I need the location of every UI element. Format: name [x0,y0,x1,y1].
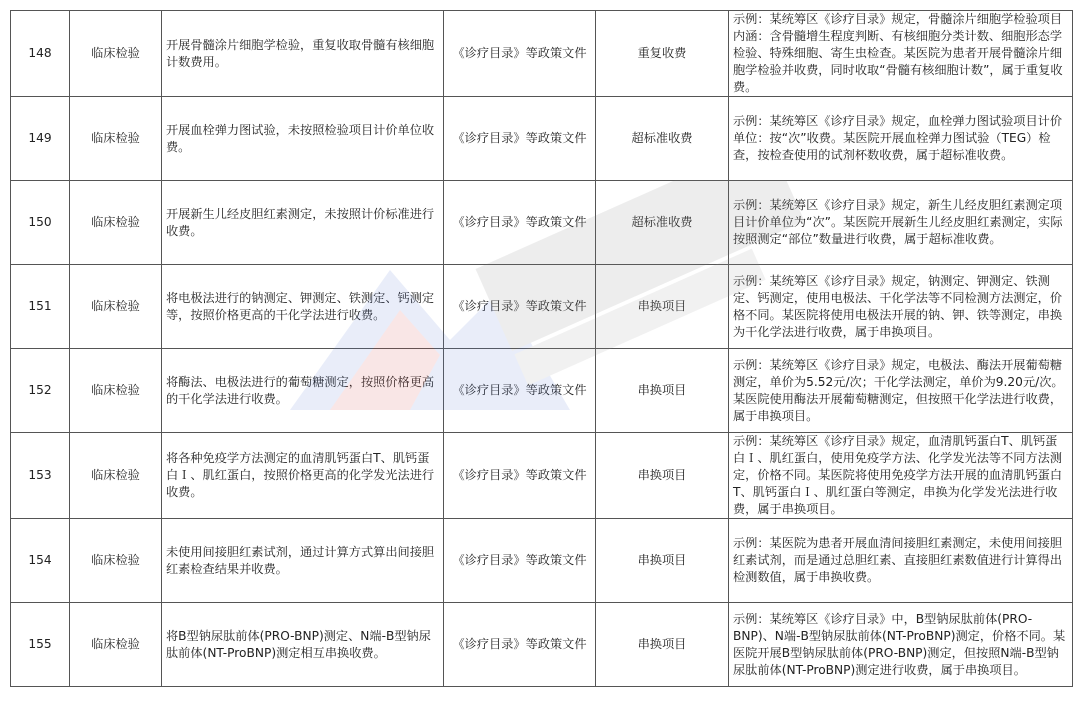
table-row [11,433,1073,519]
row-category: 临床检验 [70,519,162,603]
rules-table [10,10,1073,687]
row-basis: 《诊疗目录》等政策文件 [444,97,596,181]
row-example: 示例：某统筹区《诊疗目录》中，B型钠尿肽前体(PRO-BNP)、N端-B型钠尿肽前体(NT-ProBNP)测定，价格不同。某医院开展B型钠尿肽前体(PRO-BNP)测定，但按照N端-B型钠尿肽前体(NT-ProBNP)测定进行收费，属于串换项目。 [729,603,1073,687]
row-category: 临床检验 [70,11,162,97]
row-violation-type: 串换项目 [596,603,729,687]
row-basis: 《诊疗目录》等政策文件 [444,11,596,97]
row-basis: 《诊疗目录》等政策文件 [444,181,596,265]
row-violation-type: 重复收费 [596,11,729,97]
table-row [11,603,1073,687]
row-number: 155 [11,603,70,687]
row-violation-type: 超标准收费 [596,181,729,265]
row-number: 149 [11,97,70,181]
row-example: 示例：某统筹区《诊疗目录》规定，血栓弹力图试验项目计价单位：按“次”收费。某医院开展血栓弹力图试验（TEG）检查，按检查使用的试剂杯数收费，属于超标准收费。 [729,97,1073,181]
row-basis: 《诊疗目录》等政策文件 [444,519,596,603]
table-row [11,97,1073,181]
row-number: 152 [11,349,70,433]
row-example: 示例：某统筹区《诊疗目录》规定，钠测定、钾测定、铁测定、钙测定，使用电极法、干化学法等不同检测方法测定，价格不同。某医院将使用电极法开展的钠、钾、铁等测定，串换为干化学法进行收费，属于串换项目。 [729,265,1073,349]
row-description: 开展骨髓涂片细胞学检验，重复收取骨髓有核细胞计数费用。 [162,11,444,97]
row-description: 开展新生儿经皮胆红素测定，未按照计价标准进行收费。 [162,181,444,265]
row-category: 临床检验 [70,265,162,349]
row-example: 示例：某统筹区《诊疗目录》规定，新生儿经皮胆红素测定项目计价单位为“次”。某医院开展新生儿经皮胆红素测定，实际按照测定“部位”数量进行收费，属于超标准收费。 [729,181,1073,265]
row-category: 临床检验 [70,603,162,687]
row-number: 153 [11,433,70,519]
table-row [11,265,1073,349]
row-category: 临床检验 [70,97,162,181]
table-row [11,181,1073,265]
row-description: 将B型钠尿肽前体(PRO-BNP)测定、N端-B型钠尿肽前体(NT-ProBNP)测定相互串换收费。 [162,603,444,687]
row-number: 151 [11,265,70,349]
table-row [11,11,1073,97]
row-example: 示例：某统筹区《诊疗目录》规定，骨髓涂片细胞学检验项目内涵：含骨髓增生程度判断、有核细胞分类计数、细胞形态学检验、特殊细胞、寄生虫检查。某医院为患者开展骨髓涂片细胞学检验并收费，同时收取“骨髓有核细胞计数”，属于重复收费。 [729,11,1073,97]
row-basis: 《诊疗目录》等政策文件 [444,433,596,519]
row-category: 临床检验 [70,349,162,433]
row-description: 将酶法、电极法进行的葡萄糖测定，按照价格更高的干化学法进行收费。 [162,349,444,433]
rules-table-body [11,11,1073,687]
row-basis: 《诊疗目录》等政策文件 [444,603,596,687]
row-number: 148 [11,11,70,97]
row-example: 示例：某医院为患者开展血清间接胆红素测定，未使用间接胆红素试剂，而是通过总胆红素、直接胆红素数值进行计算得出检测数值，属于串换收费。 [729,519,1073,603]
row-violation-type: 超标准收费 [596,97,729,181]
row-example: 示例：某统筹区《诊疗目录》规定，血清肌钙蛋白T、肌钙蛋白Ｉ、肌红蛋白，使用免疫学方法、化学发光法等不同方法测定，价格不同。某医院将使用免疫学方法开展的血清肌钙蛋白T、肌钙蛋白Ｉ、肌红蛋白等测定，串换为化学发光法进行收费，属于串换项目。 [729,433,1073,519]
row-basis: 《诊疗目录》等政策文件 [444,265,596,349]
row-example: 示例：某统筹区《诊疗目录》规定，电极法、酶法开展葡萄糖测定，单价为5.52元/次；干化学法测定，单价为9.20元/次。某医院使用酶法开展葡萄糖测定，但按照干化学法进行收费，属于串换项目。 [729,349,1073,433]
row-description: 将各种免疫学方法测定的血清肌钙蛋白T、肌钙蛋白Ｉ、肌红蛋白，按照价格更高的化学发光法进行收费。 [162,433,444,519]
row-description: 开展血栓弹力图试验，未按照检验项目计价单位收费。 [162,97,444,181]
row-violation-type: 串换项目 [596,519,729,603]
row-number: 150 [11,181,70,265]
row-category: 临床检验 [70,433,162,519]
row-description: 未使用间接胆红素试剂，通过计算方式算出间接胆红素检查结果并收费。 [162,519,444,603]
row-violation-type: 串换项目 [596,349,729,433]
row-basis: 《诊疗目录》等政策文件 [444,349,596,433]
table-row [11,349,1073,433]
row-number: 154 [11,519,70,603]
row-description: 将电极法进行的钠测定、钾测定、铁测定、钙测定等，按照价格更高的干化学法进行收费。 [162,265,444,349]
table-row [11,519,1073,603]
row-violation-type: 串换项目 [596,265,729,349]
row-category: 临床检验 [70,181,162,265]
row-violation-type: 串换项目 [596,433,729,519]
